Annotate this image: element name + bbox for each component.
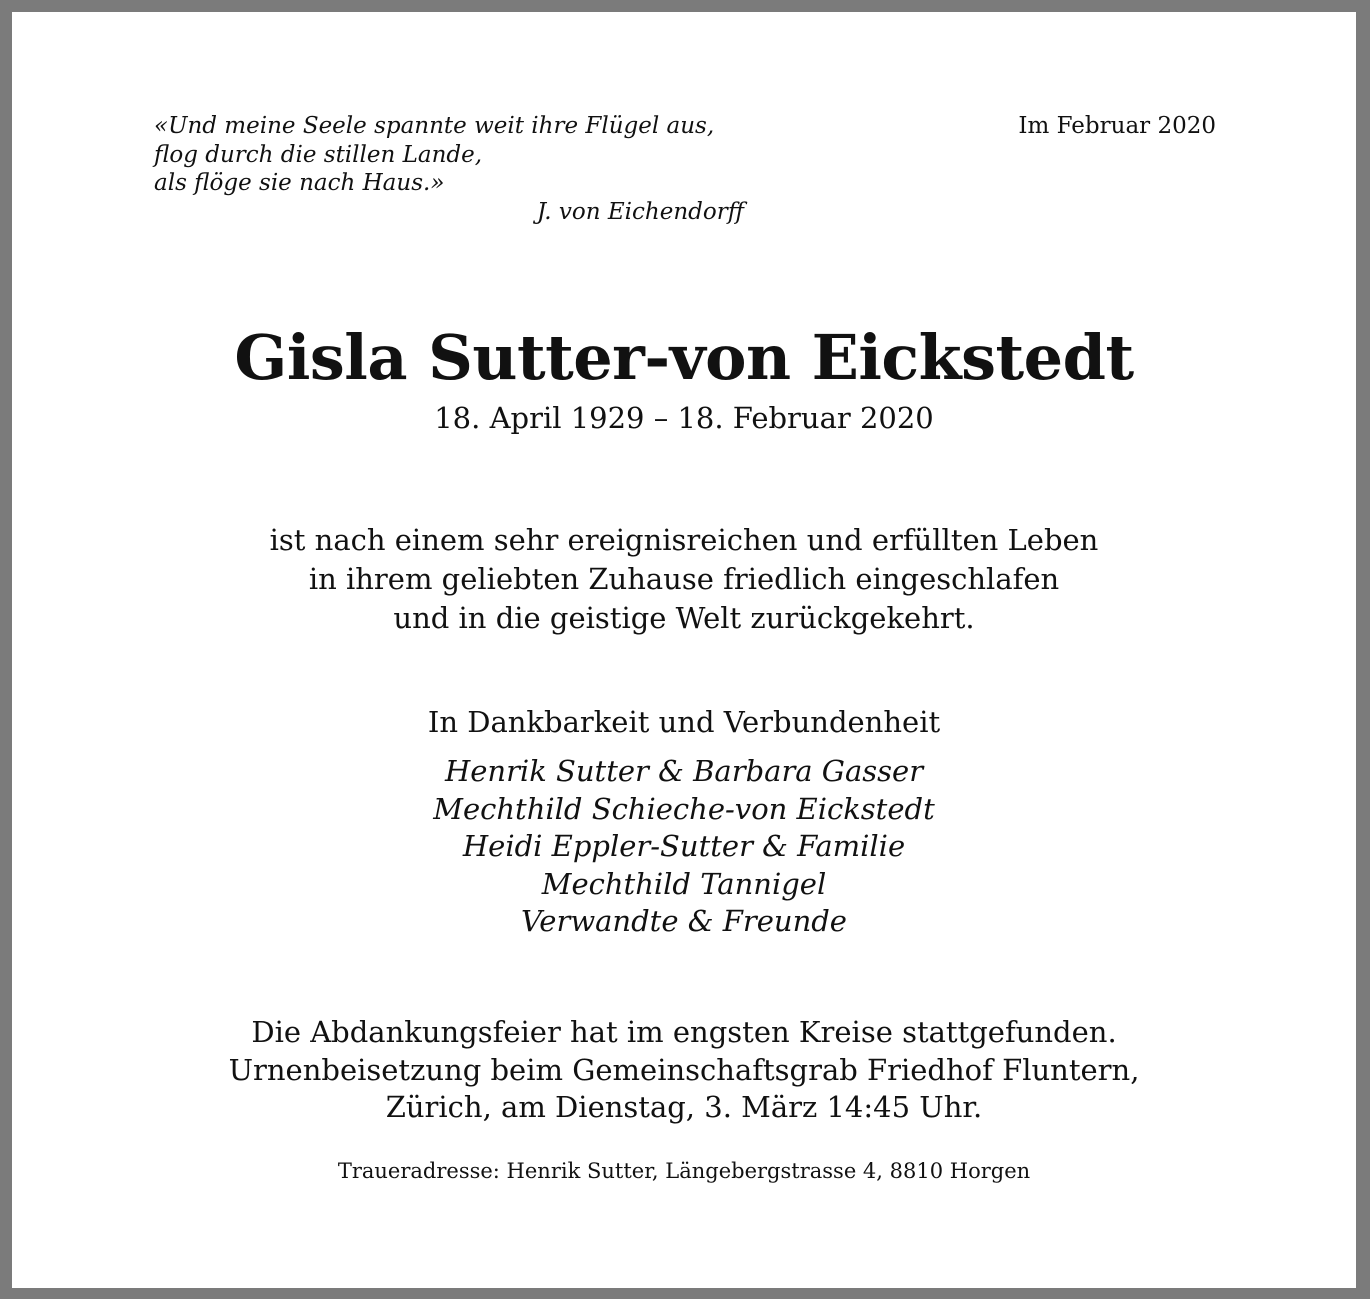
epigraph-quote: [154, 112, 744, 226]
ceremony-info: [12, 1014, 1356, 1127]
mourner-name: Mechthild Schieche-von Eickstedt: [433, 791, 935, 826]
deceased-name: Gisla Sutter-von Eickstedt: [234, 321, 1134, 394]
ceremony-line: Zürich, am Dienstag, 3. März 14:45 Uhr.: [385, 1090, 983, 1124]
mourners-list: [12, 753, 1356, 941]
ceremony-line: Urnenbeisetzung beim Gemeinschaftsgrab Friedhof Fluntern,: [228, 1052, 1140, 1087]
lifespan-dates: 18. April 1929 – 18. Februar 2020: [434, 401, 934, 435]
mourner-name: Verwandte & Freunde: [521, 904, 847, 938]
obituary-page: [12, 12, 1356, 1288]
obituary-message: [12, 521, 1356, 638]
message-line: und in die geistige Welt zurückgekehrt.: [393, 601, 975, 635]
mourner-name: Henrik Sutter & Barbara Gasser: [444, 754, 924, 788]
mourner-name: Heidi Eppler-Sutter & Familie: [462, 829, 906, 863]
message-line: in ihrem geliebten Zuhause friedlich eingeschlafen: [308, 562, 1060, 596]
ceremony-line: Die Abdankungsfeier hat im engsten Kreise stattgefunden.: [251, 1015, 1117, 1049]
mourner-name: Mechthild Tannigel: [541, 866, 827, 901]
quote-line: «Und meine Seele spannte weit ihre Flügel aus,: [154, 113, 715, 139]
quote-author: J. von Eichendorff: [536, 198, 744, 225]
quote-line: flog durch die stillen Lande,: [154, 141, 483, 168]
gratitude-heading: In Dankbarkeit und Verbundenheit: [427, 705, 941, 739]
message-line: ist nach einem sehr ereignisreichen und erfüllten Leben: [269, 523, 1099, 557]
mourning-address: Traueradresse: Henrik Sutter, Längebergstrasse 4, 8810 Horgen: [337, 1159, 1031, 1183]
quote-line: als flöge sie nach Haus.»: [154, 170, 445, 196]
publication-date: Im Februar 2020: [1018, 113, 1216, 139]
